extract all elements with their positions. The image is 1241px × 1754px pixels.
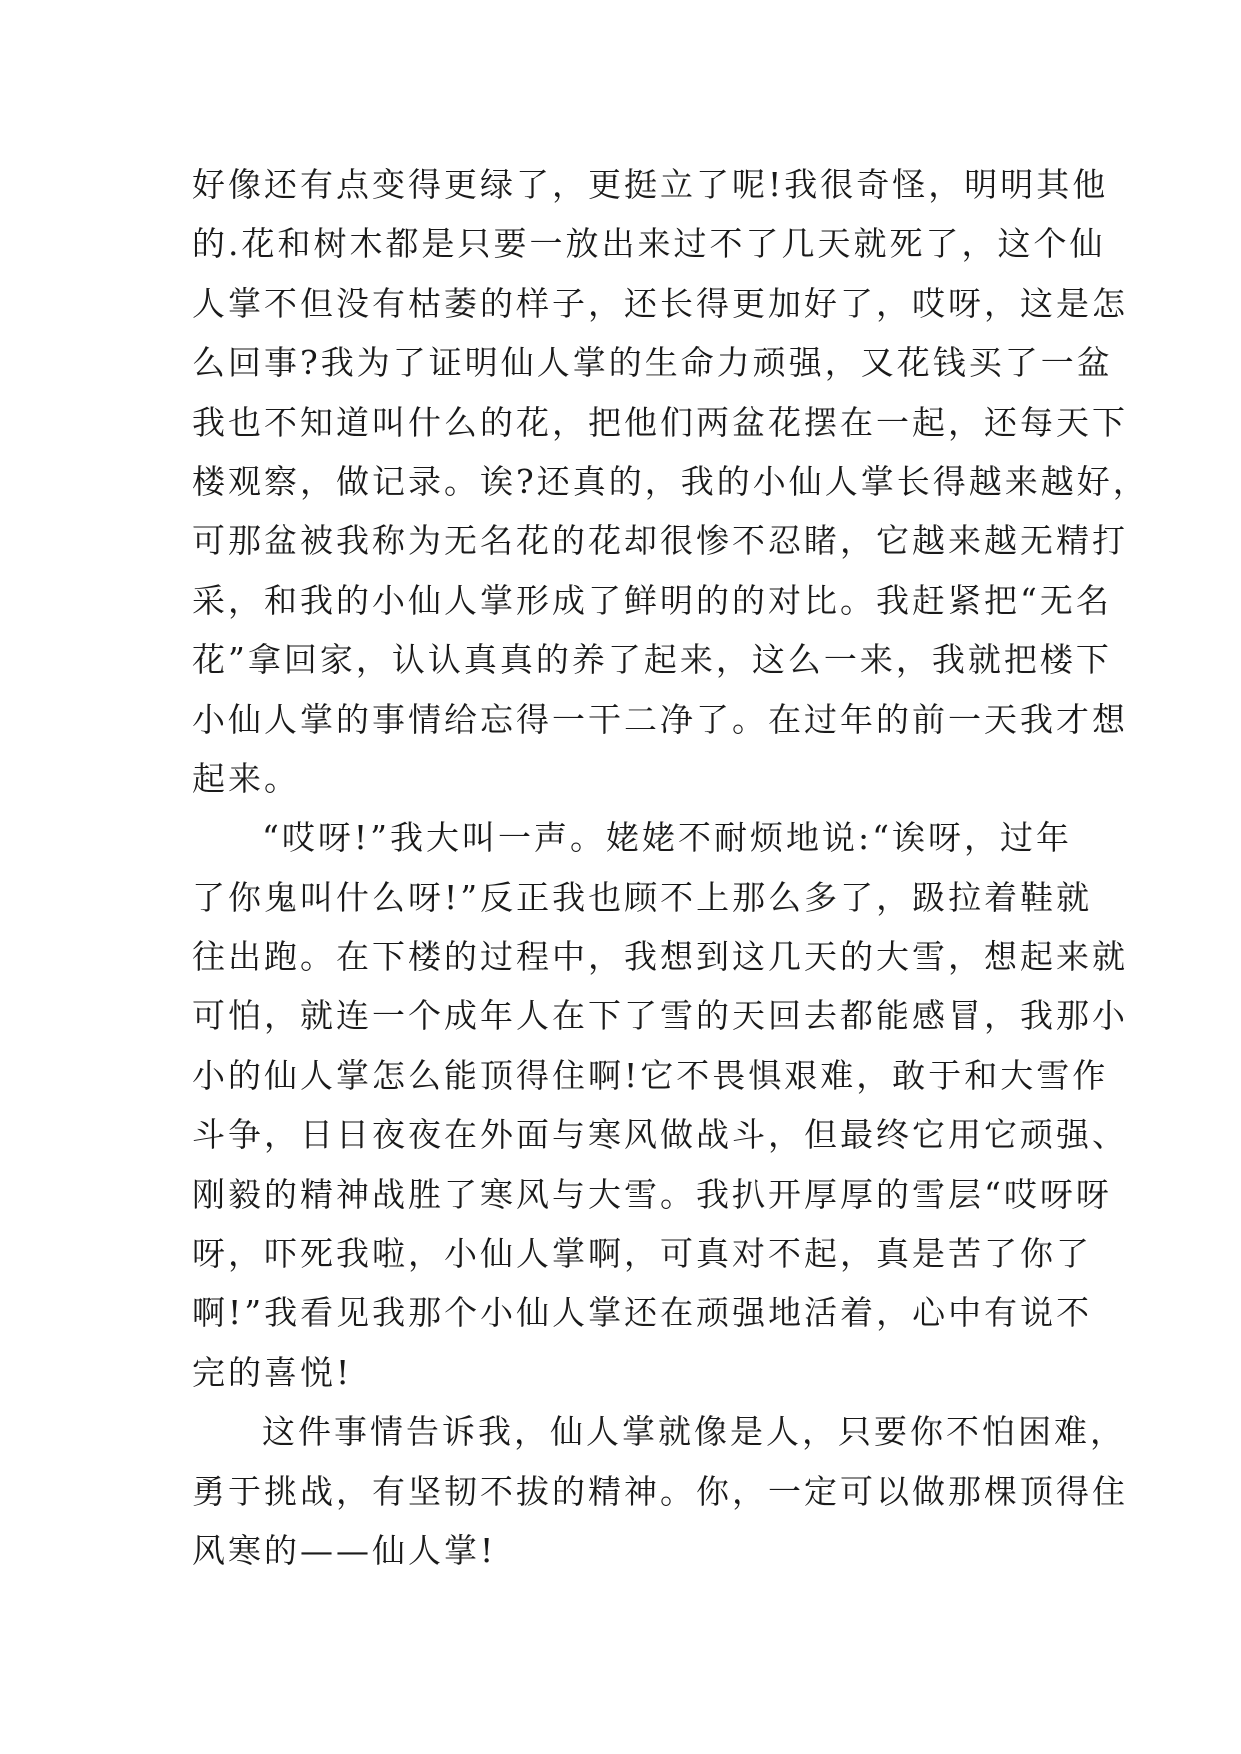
text-line: 勇于挑战，有坚韧不拔的精神。你，一定可以做那棵顶得住	[192, 1471, 1128, 1511]
text-line: 我也不知道叫什么的花，把他们两盆花摆在一起，还每天下	[192, 402, 1128, 442]
text-line: 小仙人掌的事情给忘得一干二净了。在过年的前一天我才想	[192, 699, 1128, 739]
body-text	[192, 155, 1149, 1580]
text-line: 楼观察，做记录。诶?还真的，我的小仙人掌长得越来越好，	[192, 461, 1149, 501]
text-line: 呀，吓死我啦，小仙人掌啊，可真对不起，真是苦了你了	[192, 1234, 1092, 1274]
text-line: 完的喜悦!	[192, 1352, 353, 1392]
text-line: 采，和我的小仙人掌形成了鲜明的的对比。我赶紧把“无名	[192, 580, 1112, 620]
text-line: 可怕，就连一个成年人在下了雪的天回去都能感冒，我那小	[192, 996, 1128, 1036]
text-line: 花”拿回家，认认真真的养了起来，这么一来，我就把楼下	[192, 640, 1112, 680]
text-line: 好像还有点变得更绿了，更挺立了呢!我很奇怪，明明其他	[192, 165, 1109, 204]
text-line: 往出跑。在下楼的过程中，我想到这几天的大雪，想起来就	[192, 937, 1128, 977]
text-line: “哎呀!”我大叫一声。姥姥不耐烦地说:“诶呀，过年	[262, 818, 1072, 858]
text-line: 小的仙人掌怎么能顶得住啊!它不畏惧艰难，敢于和大雪作	[192, 1055, 1109, 1095]
text-line: 可那盆被我称为无名花的花却很惨不忍睹，它越来越无精打	[192, 521, 1128, 561]
text-line: 刚毅的精神战胜了寒风与大雪。我扒开厚厚的雪层“哎呀呀	[192, 1174, 1112, 1214]
text-line: 起来。	[192, 758, 300, 798]
text-line: 斗争，日日夜夜在外面与寒风做战斗，但最终它用它顽强、	[192, 1115, 1128, 1155]
text-line: 么回事?我为了证明仙人掌的生命力顽强，又花钱买了一盆	[192, 343, 1113, 383]
text-line: 啊!”我看见我那个小仙人掌还在顽强地活着，心中有说不	[192, 1293, 1093, 1333]
text-line: 人掌不但没有枯萎的样子，还长得更加好了，哎呀，这是怎	[192, 283, 1128, 323]
text-line: 的.花和树木都是只要一放出来过不了几天就死了，这个仙	[192, 224, 1106, 264]
paragraph	[192, 1402, 1128, 1580]
text-line: 风寒的——仙人掌!	[192, 1530, 497, 1570]
text-line: 了你鬼叫什么呀!”反正我也顾不上那么多了，趿拉着鞋就	[192, 877, 1093, 917]
paragraph	[192, 155, 1149, 808]
text-line: 这件事情告诉我，仙人掌就像是人，只要你不怕困难，	[262, 1412, 1126, 1452]
paragraph	[192, 808, 1128, 1402]
